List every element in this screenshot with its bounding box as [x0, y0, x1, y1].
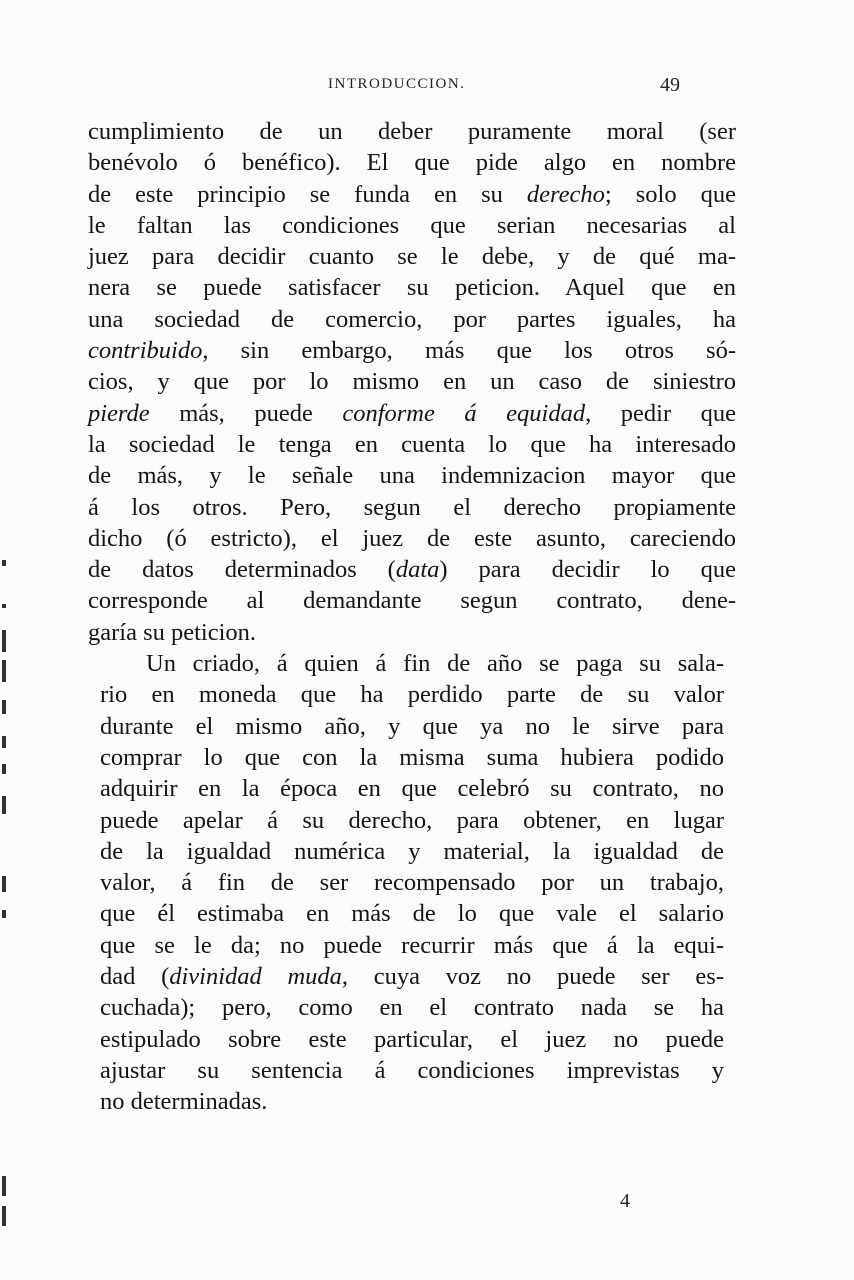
text-run: no determinadas.: [100, 1088, 268, 1116]
text-run: cumplimiento de un deber puramente moral (ser: [88, 118, 736, 145]
text-run: cios, y que por lo mismo en un caso de siniestro: [88, 368, 736, 396]
emphasized-text: divinidad muda: [169, 963, 342, 991]
running-title: INTRODUCCION.: [328, 76, 466, 92]
text-line: [100, 961, 724, 992]
text-line: [88, 460, 736, 491]
emphasized-text: pierde: [88, 399, 150, 427]
text-run: ajustar su sentencia á condiciones imprevistas y: [100, 1056, 724, 1084]
text-run: de la igualdad numérica y material, la igualdad de: [100, 837, 724, 865]
text-line: [100, 930, 724, 961]
text-run: estipulado sobre este particular, el juez no puede: [100, 1025, 724, 1053]
text-line: [88, 492, 736, 523]
text-run: la sociedad le tenga en cuenta lo que ha interesado: [88, 430, 736, 458]
text-run: , sin embargo, más que los otros só-: [202, 337, 736, 365]
text-run: valor, á fin de ser recompensado por un trabajo,: [100, 869, 724, 897]
signature-mark: 4: [620, 1190, 630, 1212]
text-run: de más, y le señale una indemnizacion mayor que: [88, 462, 736, 490]
text-line: [100, 679, 724, 710]
text-line: [100, 992, 724, 1023]
text-run: á los otros. Pero, segun el derecho propiamente: [88, 493, 736, 521]
text-run: que él estimaba en más de lo que vale el salario: [100, 900, 724, 928]
text-line: [88, 210, 736, 241]
text-line: [100, 1086, 724, 1117]
text-run: dad (: [100, 963, 170, 991]
text-line: [88, 429, 736, 460]
text-line: [88, 241, 736, 272]
text-run: una sociedad de comercio, por partes iguales, ha: [88, 305, 736, 333]
body-text: [88, 116, 736, 1118]
text-run: dicho (ó estricto), el juez de este asunto, careciendo: [88, 524, 736, 552]
text-line: [100, 711, 724, 742]
emphasized-text: data: [395, 556, 440, 584]
text-line: [88, 147, 736, 178]
text-run: que se le da; no puede recurrir más que á la equi-: [100, 931, 724, 959]
text-run: más, puede: [149, 399, 343, 427]
text-run: Un criado, á quien á fin de año se paga su sala-: [146, 650, 724, 678]
text-line: [100, 836, 724, 867]
text-run: garía su peticion.: [88, 618, 257, 646]
text-run: juez para decidir cuanto se le debe, y de qué ma-: [88, 243, 736, 271]
emphasized-text: contribuido: [88, 337, 203, 365]
text-run: nera se puede satisfacer su peticion. Aquel que en: [88, 274, 736, 302]
text-run: cuchada); pero, como en el contrato nada se ha: [100, 994, 724, 1022]
text-line: [100, 1024, 724, 1055]
text-line: [88, 398, 736, 429]
text-line: [88, 585, 736, 616]
text-line: [88, 304, 736, 335]
paragraph-2: [88, 648, 724, 1117]
text-run: puede apelar á su derecho, para obtener, en lugar: [100, 806, 724, 834]
text-line: [100, 648, 724, 679]
text-line: [100, 1055, 724, 1086]
running-head: [88, 74, 728, 98]
text-run: de este principio se funda en su: [88, 180, 527, 208]
emphasized-text: derecho: [526, 180, 605, 208]
text-line: [88, 366, 736, 397]
text-run: , pedir que: [585, 399, 736, 427]
text-run: de datos determinados (: [88, 556, 396, 584]
text-line: [88, 554, 736, 585]
text-run: le faltan las condiciones que serian necesarias al: [88, 211, 736, 239]
paragraph-1: [88, 116, 736, 648]
text-line: [88, 272, 736, 303]
text-run: corresponde al demandante segun contrato, dene-: [88, 587, 736, 615]
text-line: [100, 773, 724, 804]
text-run: ; solo que: [604, 180, 736, 208]
text-line: [88, 335, 736, 366]
text-line: [88, 179, 736, 210]
text-line: [88, 116, 736, 147]
text-line: [88, 617, 736, 648]
text-line: [100, 742, 724, 773]
text-run: comprar lo que con la misma suma hubiera podido: [100, 743, 724, 771]
margin-binding-marks: [0, 560, 16, 1240]
text-run: benévolo ó benéfico). El que pide algo en nombre: [88, 149, 736, 177]
text-run: adquirir en la época en que celebró su contrato, no: [100, 775, 724, 803]
text-line: [88, 523, 736, 554]
text-run: durante el mismo año, y que ya no le sirve para: [100, 712, 724, 740]
emphasized-text: conforme á equidad: [342, 399, 586, 427]
text-line: [100, 805, 724, 836]
text-run: , cuya voz no puede ser es-: [341, 963, 724, 991]
page-number: 49: [660, 74, 680, 96]
text-line: [100, 867, 724, 898]
text-run: rio en moneda que ha perdido parte de su valor: [100, 681, 724, 709]
text-run: ) para decidir lo que: [439, 556, 736, 584]
text-line: [100, 898, 724, 929]
